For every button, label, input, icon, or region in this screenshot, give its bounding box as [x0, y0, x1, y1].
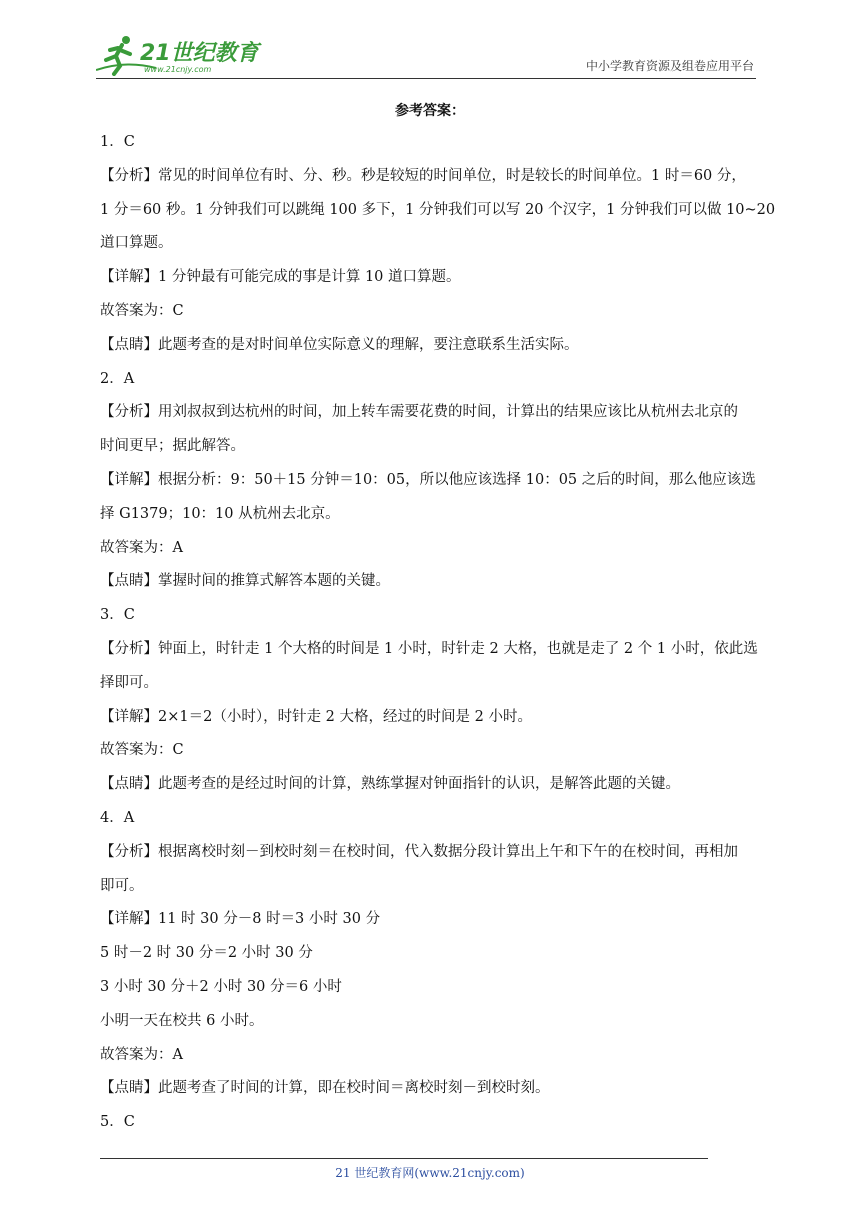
text-line: 【点睛】此题考查了时间的计算，即在校时间＝离校时刻－到校时刻。: [100, 1080, 550, 1097]
text-line: 【详解】11 时 30 分－8 时＝3 小时 30 分: [100, 911, 381, 928]
footer-divider: [100, 1158, 708, 1159]
text-line: 3．C: [100, 607, 135, 624]
text-line: 5 时－2 时 30 分＝2 小时 30 分: [100, 945, 313, 962]
text-line: 2．A: [100, 370, 135, 387]
footer-text: 21 世纪教育网(www.21cnjy.com): [335, 1166, 525, 1180]
text-line: 1 分＝60 秒。1 分钟我们可以跳绳 100 多下，1 分钟我们可以写 20 个汉字，1 分钟我们可以做 10~20: [100, 201, 776, 218]
runner-logo-icon: [96, 30, 266, 76]
text-line: 【详解】1 分钟最有可能完成的事是计算 10 道口算题。: [100, 269, 461, 286]
text-line: 【详解】2×1＝2（小时），时针走 2 大格，经过的时间是 2 小时。: [100, 708, 532, 725]
page-title: 参考答案：: [395, 103, 465, 119]
text-line: 小明一天在校共 6 小时。: [100, 1012, 264, 1029]
text-line: 【点睛】此题考查的是对时间单位实际意义的理解，要注意联系生活实际。: [100, 336, 579, 353]
text-line: 【点睛】掌握时间的推算式解答本题的关键。: [100, 573, 390, 590]
text-line: 【点睛】此题考查的是经过时间的计算，熟练掌握对钟面指针的认识，是解答此题的关键。: [100, 776, 680, 793]
text-line: 时间更早；据此解答。: [100, 438, 245, 455]
text-line: 1．C: [100, 134, 135, 150]
site-logo: [96, 30, 266, 76]
text-line: 即可。: [100, 877, 144, 894]
text-line: 择即可。: [100, 674, 158, 691]
text-line: 【分析】常见的时间单位有时、分、秒。秒是较短的时间单位，时是较长的时间单位。1 时＝60 分，: [100, 167, 746, 184]
text-line: 故答案为：A: [100, 539, 183, 556]
text-line: 4．A: [100, 809, 135, 826]
answer-content: [100, 126, 776, 1140]
logo-url: www.21cnjy.com: [144, 65, 212, 74]
text-line: 【分析】根据离校时刻－到校时刻＝在校时间，代入数据分段计算出上午和下午的在校时间，再相加: [100, 843, 738, 860]
platform-name: 中小学教育资源及组卷应用平台: [585, 59, 754, 73]
text-line: 故答案为：A: [100, 1046, 183, 1063]
logo-text: 21世纪教育: [140, 41, 259, 66]
page-header: [96, 30, 756, 79]
text-line: 【分析】钟面上，时针走 1 个大格的时间是 1 小时，时针走 2 大格，也就是走了 2 个 1 小时，依此选: [100, 640, 758, 657]
text-line: 道口算题。: [100, 235, 173, 252]
text-line: 【分析】用刘叔叔到达杭州的时间，加上转车需要花费的时间，计算出的结果应该比从杭州去北京的: [100, 404, 738, 421]
text-line: 择 G1379；10：10 从杭州去北京。: [100, 505, 340, 522]
text-line: 3 小时 30 分＋2 小时 30 分＝6 小时: [100, 978, 342, 995]
text-line: 故答案为：C: [100, 302, 184, 319]
text-line: 故答案为：C: [100, 742, 184, 759]
text-line: 【详解】根据分析：9：50＋15 分钟＝10：05，所以他应该选择 10：05 之后的时间，那么他应该选: [100, 471, 756, 488]
text-line: 5．C: [100, 1114, 135, 1131]
